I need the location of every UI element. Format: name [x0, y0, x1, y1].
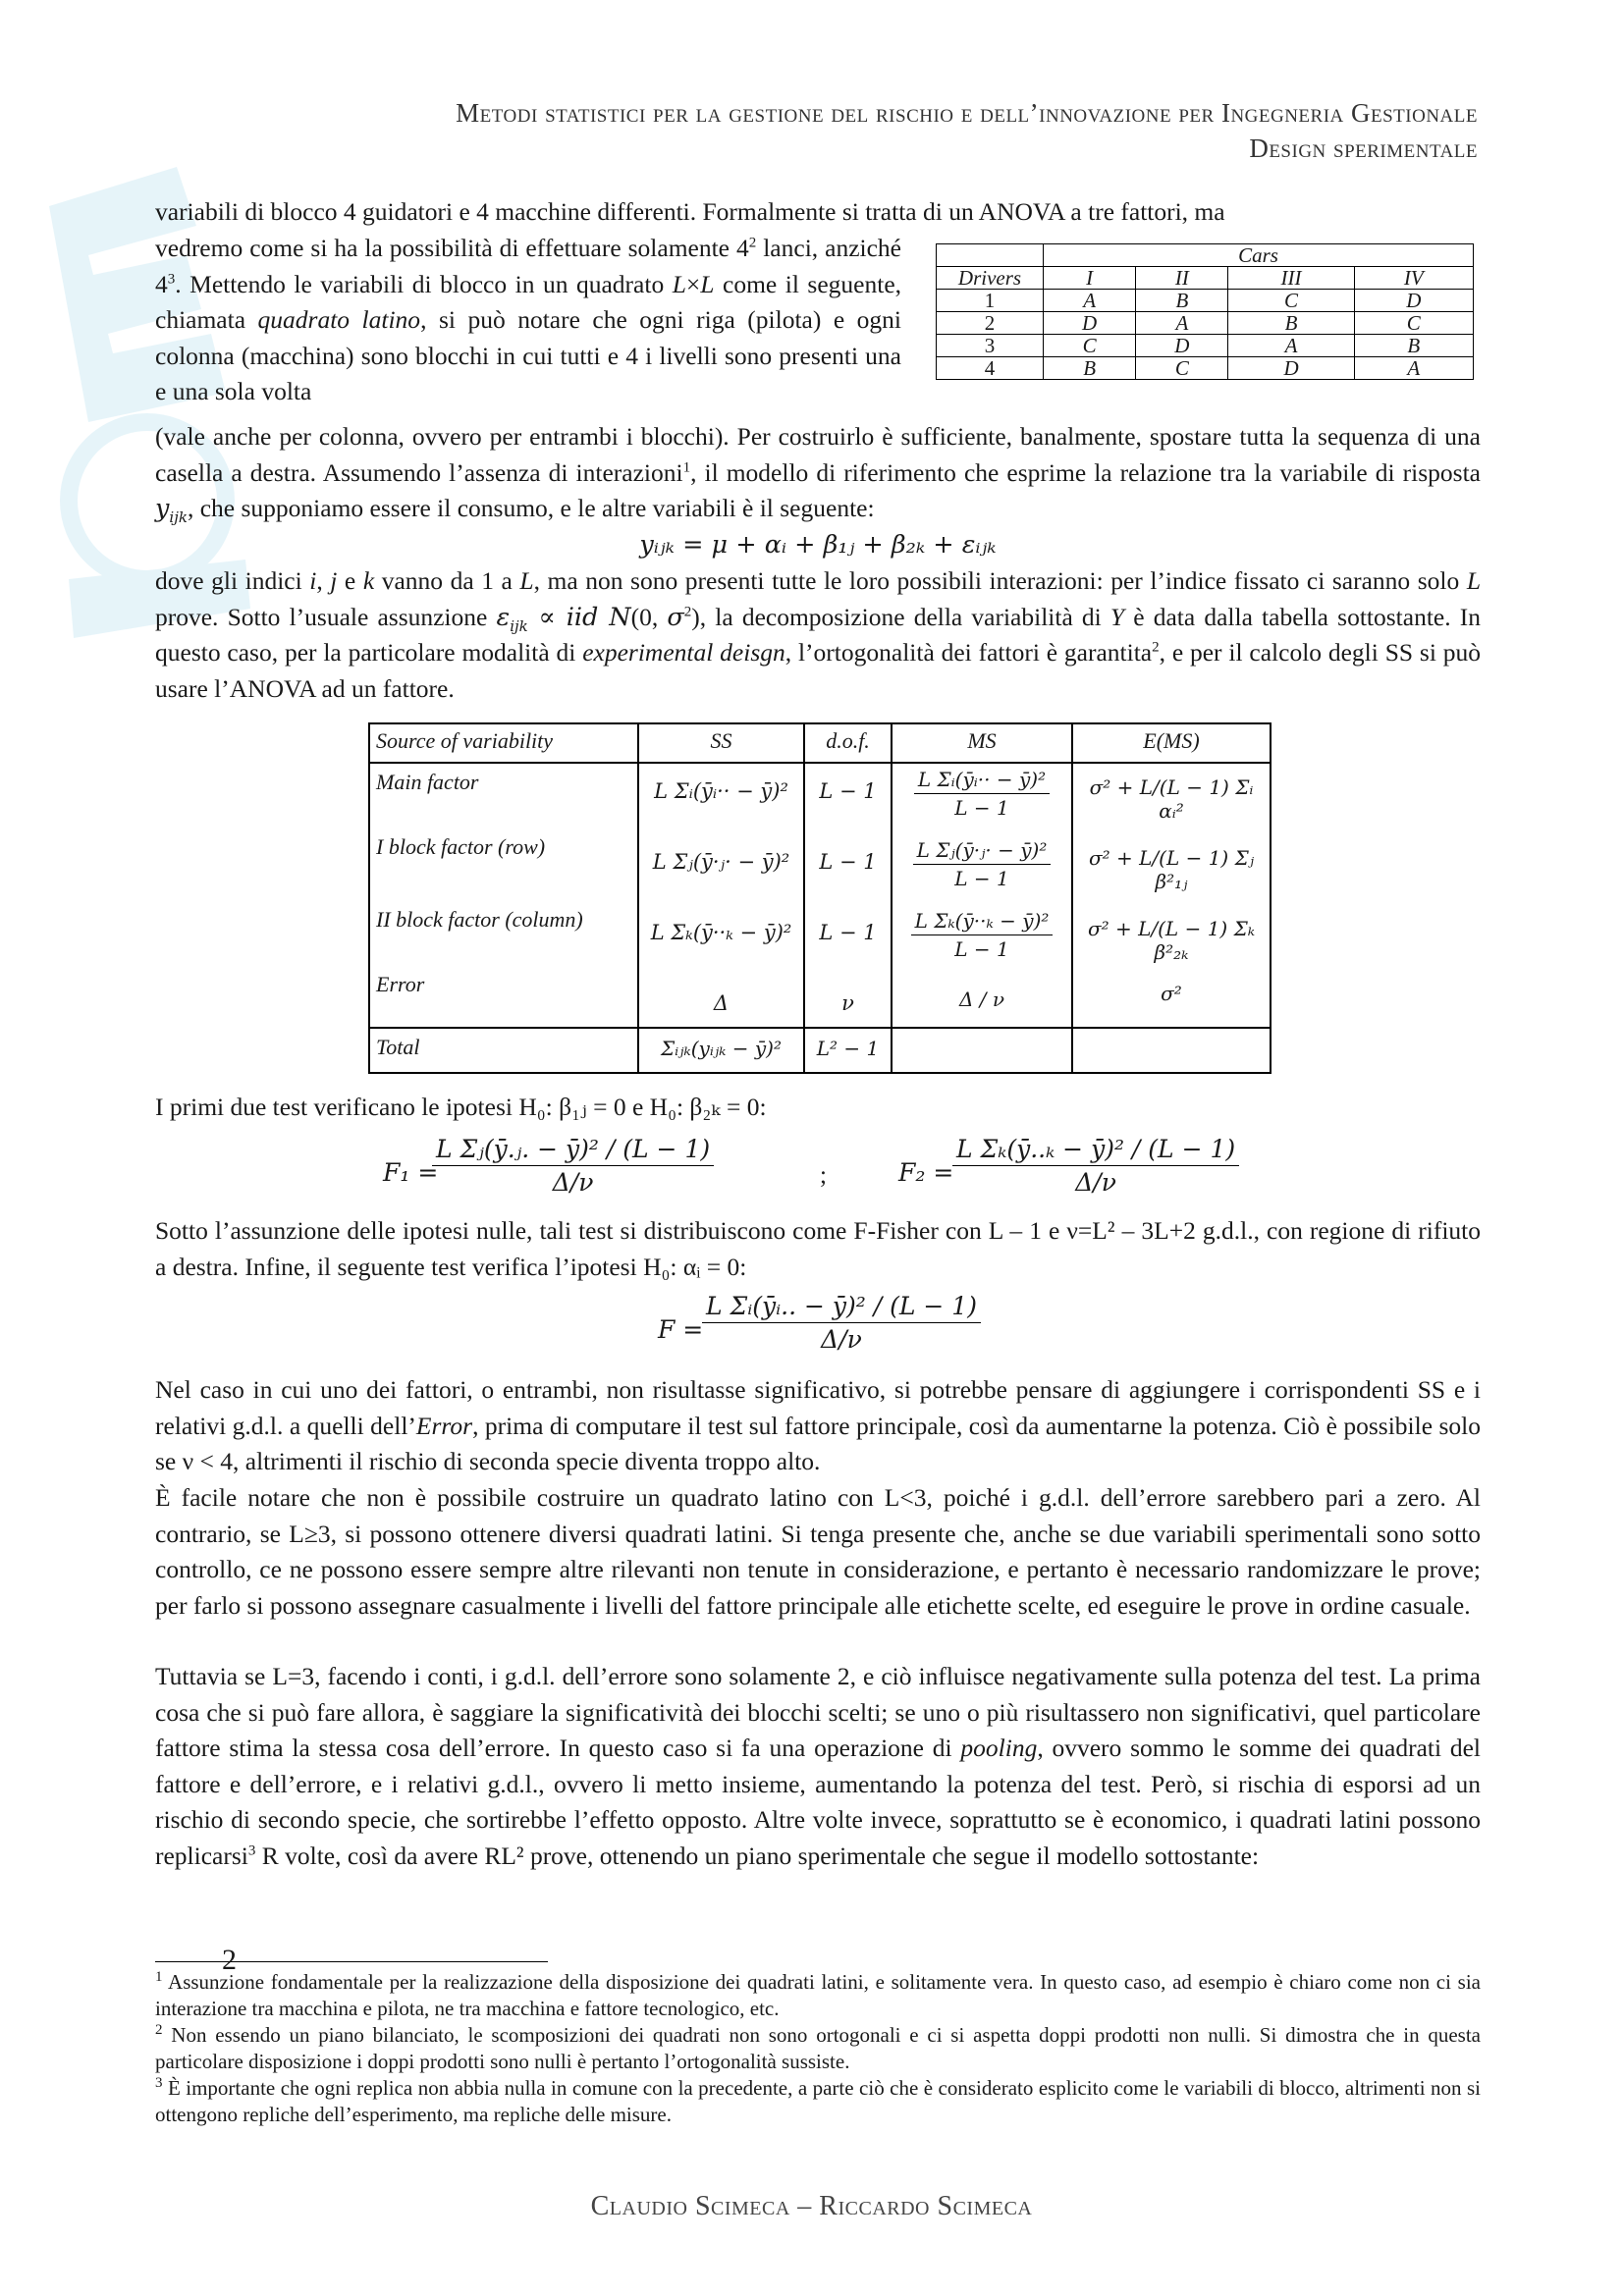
paragraph-1: variabili di blocco 4 guidatori e 4 macchine differenti. Formalmente si tratta di un ANOVA a tre fattori, ma	[155, 197, 1225, 226]
source-main: Main factor	[376, 770, 479, 794]
dof-total: L² − 1	[804, 1028, 892, 1073]
ms-row: L Σⱼ(ȳ·ⱼ· − ȳ)²	[913, 838, 1052, 865]
ems-col: σ² + L/(L − 1) Σₖ β²₂ₖ	[1087, 917, 1256, 964]
paragraph-2: vedremo come si ha la possibilità di effettuare solamente $4^2$ lanci, anziché $4^3$. Mettendo le variabili di blocco in un quadrato L×L come il seguente, chiamata quadrato latino, si può notare che ogni riga (pilota) e ogni colonna (macchina) sono blocchi in cui tutti e 4 i livelli sono presenti una e una sola volta	[155, 234, 902, 405]
anova-header: d.o.f.	[804, 723, 892, 763]
paragraph-8: Tuttavia se L=3, facendo i conti, i g.d.l. dell’errore sono solamente 2, e ciò influisce negativamente sulla potenza del test. La prima cosa che si può fare allora, è saggiare la significatività dei blocchi scelti; se uno o più risultassero non significativi, quel particolare fattore stima la stessa cosa dell’errore. In questo caso si fa una operazione di pooling, ovvero sommo le somme dei quadrati del fattore e dell’errore, e i relativi g.d.l., ovvero li metto insieme, aumentando la potenza del test. Però, si rischia di esporsi ad un rischio di secondo specie, che sortirebbe l’effetto opposto. Altre volte invece, soprattutto se è economico, i quadrati latini possono replicarsi$^3$ R volte, così da avere RL² prove, ottenendo un piano sperimentale che segue il modello sottostante:	[155, 1662, 1482, 1870]
footnote-1: $^1$ Assunzione fondamentale per la realizzazione della disposizione dei quadrati latini, e solitamente vera. In questo caso, ad esempio è chiaro come non ci sia interazione tra macchina e pilota, ne tra macchina e fattore tecnologico, etc.	[155, 1969, 1481, 2020]
f1-numerator: L Σⱼ(ȳ.ⱼ. − ȳ)² / (L − 1)	[432, 1135, 714, 1166]
table-row: 2 D A B C	[937, 312, 1474, 335]
source-col-block: II block factor (column)	[376, 907, 583, 932]
dof-row: L − 1	[819, 850, 877, 874]
col-header: II	[1136, 267, 1228, 290]
paragraph-3: (vale anche per colonna, ovvero per entrambi i blocchi). Per costruirlo è sufficiente, banalmente, spostare tutta la sequenza di una casella a destra. Assumendo l’assenza di interazioni$^1$, il modello di riferimento che esprime la relazione tra la variabile di risposta $y_{ijk}$, che supponiamo essere il consumo, e le altre variabili è il seguente:	[155, 422, 1481, 527]
footnotes	[155, 1969, 1481, 2128]
page-footer-authors: Claudio Scimeca – Riccardo Scimeca	[590, 2191, 1033, 2221]
f2-denominator: Δ/ν	[1075, 1168, 1116, 1197]
anova-header: SS	[638, 723, 804, 763]
f-numerator: L Σᵢ(ȳᵢ.. − ȳ)² / (L − 1)	[702, 1292, 981, 1323]
model-equation: yᵢⱼₖ = μ + αᵢ + β₁ⱼ + β₂ₖ + εᵢⱼₖ	[639, 530, 997, 560]
ss-total: Σᵢⱼₖ(yᵢⱼₖ − ȳ)²	[638, 1028, 804, 1073]
anova-header: E(MS)	[1072, 723, 1271, 763]
dof-col: L − 1	[819, 921, 877, 944]
anova-header: Source of variability	[369, 723, 638, 763]
f-denominator: Δ/ν	[821, 1325, 862, 1354]
page-number: 2	[222, 1944, 237, 1976]
paragraph-7: È facile notare che non è possibile costruire un quadrato latino con L<3, poiché i g.d.l. dell’errore sarebbero pari a zero. Al contrario, se L≥3, si possono ottenere diversi quadrati latini. Si tenga presente che, anche se due variabili sperimentali sono sotto controllo, ce ne possono essere sempre altre rilevanti non tenute in considerazione, e pertanto è necessario randomizzare le prove; per farlo si possono assegnare casualmente i livelli del fattore principale alle etichette scelte, ed eseguire le prove in ordine casuale.	[155, 1483, 1481, 1620]
footnote-2: $^2$ Non essendo un piano bilanciato, le scomposizioni dei quadrati non sono ortogonali e ci si aspetta doppi prodotti non nulli. Si dimostra che in questa particolare disposizione i doppi prodotti sono nulli è pertanto l’ortogonalità sussiste.	[155, 2022, 1482, 2073]
ss-error: Δ	[713, 991, 730, 1015]
anova-header: MS	[892, 723, 1072, 763]
tests-intro: I primi due test verificano le ipotesi H₀: β₁ⱼ = 0 e H₀: β₂ₖ = 0:	[155, 1093, 767, 1121]
running-header-title: Metodi statistici per la gestione del rischio e dell’innovazione per Ingegneria Gestionale	[456, 98, 1478, 128]
running-header-subtitle: Design sperimentale	[1249, 133, 1478, 163]
f1-denominator: Δ/ν	[552, 1168, 594, 1197]
footnote-3: $^3$ È importante che ogni replica non abbia nulla in comune con la precedente, a parte ciò che è considerato esplicito come le variabili di blocco, altrimenti non si ottengono repliche dell’esperimento, ma repliche delle misure.	[155, 2075, 1481, 2126]
ss-main: L Σᵢ(ȳᵢ·· − ȳ)²	[654, 779, 788, 803]
anova-table: Source of variability SS d.o.f. MS E(MS) Main factor I block factor (row) II block factor (column) Error L Σᵢ(ȳᵢ·· − ȳ)² L Σⱼ(ȳ·ⱼ· − ȳ)² L Σₖ(ȳ··ₖ − ȳ)² Δ L − 1 L − 1 L − 1 ν $\frac{\text{L Σᵢ(ȳᵢ·· − ȳ)²}}{L - 1}$ $\frac{\text{L Σⱼ(ȳ·ⱼ· − ȳ)²}}{L - 1}$ $\frac{\text{L Σₖ(ȳ··ₖ − ȳ)²}}{L - 1}$ Δ / ν σ² + L/(L − 1) Σᵢ αᵢ² σ² + L/(L − 1) Σⱼ β²₁ⱼ σ² + L/(L − 1) Σₖ β²₂ₖ σ² Total Σᵢⱼₖ(yᵢⱼₖ − ȳ)² L² − 1	[368, 722, 1271, 1074]
f-test-pair: F₁ = $\frac{\text{L Σⱼ(ȳ.ⱼ. − ȳ)² / (L − 1)}}{\Delta/\nu}$ ; F₂ = $\frac{\text{L Σₖ(ȳ..ₖ − ȳ)² / (L − 1)}}{\Delta/\nu}$	[383, 1129, 1267, 1217]
f2-numerator: L Σₖ(ȳ..ₖ − ȳ)² / (L − 1)	[952, 1135, 1239, 1166]
f-test-main: F = $\frac{\text{L Σᵢ(ȳᵢ.. − ȳ)² / (L − 1)}}{\Delta/\nu}$	[658, 1286, 1051, 1374]
ms-error: Δ / ν	[958, 988, 1005, 1011]
paragraph-4: dove gli indici i, j e k vanno da 1 a L, ma non sono presenti tutte le loro possibili interazioni: per l’indice fissato ci saranno solo L prove. Sotto l’usuale assunzione $\varepsilon_{ijk}$ ∝ iid N(0, $\sigma^2$), la decomposizione della variabilità di Y è data dalla tabella sottostante. In questo caso, per la particolare modalità di experimental deisgn, l’ortogonalità dei fattori è garantita$^2$, e per il calcolo degli SS si può usare l’ANOVA ad un fattore.	[155, 566, 1482, 703]
col-header: IV	[1354, 267, 1473, 290]
dof-error: ν	[841, 991, 854, 1015]
col-header: III	[1228, 267, 1354, 290]
ems-row: σ² + L/(L − 1) Σⱼ β²₁ⱼ	[1088, 846, 1255, 893]
paragraph-6: Nel caso in cui uno dei fattori, o entrambi, non risultasse significativo, si potrebbe pensare di aggiungere i corrispondenti SS e i relativi g.d.l. a quelli dell’Error, prima di computare il test sul fattore principale, così da aumentarne la potenza. Ciò è possibile solo se ν < 4, altrimenti il rischio di seconda specie diventa troppo alto.	[155, 1375, 1482, 1475]
ms-col: L Σₖ(ȳ··ₖ − ȳ)²	[911, 909, 1054, 935]
table-row: 3 C D A B	[937, 335, 1474, 357]
table-row: 4 B C D A	[937, 357, 1474, 380]
ems-main: σ² + L/(L − 1) Σᵢ αᵢ²	[1089, 775, 1254, 823]
table-row: 1 A B C D	[937, 290, 1474, 312]
ss-row: L Σⱼ(ȳ·ⱼ· − ȳ)²	[652, 850, 790, 874]
col-header: I	[1044, 267, 1136, 290]
source-row-block: I block factor (row)	[376, 834, 546, 859]
source-error: Error	[376, 972, 425, 996]
ms-main: L Σᵢ(ȳᵢ·· − ȳ)²	[914, 768, 1050, 794]
footnote-divider	[155, 1961, 548, 1962]
paragraph-5: Sotto l’assunzione delle ipotesi nulle, tali test si distribuiscono come F-Fisher con L – 1 e ν=L² – 3L+2 g.d.l., con regione di rifiuto a destra. Infine, il seguente test verifica l’ipotesi H₀: αᵢ = 0:	[155, 1216, 1481, 1281]
drivers-header: Drivers	[937, 267, 1044, 290]
source-total: Total	[369, 1028, 638, 1073]
ss-col: L Σₖ(ȳ··ₖ − ȳ)²	[650, 921, 792, 944]
cars-title: Cars	[1044, 244, 1474, 267]
latin-square-table	[936, 243, 1474, 380]
ems-error: σ²	[1161, 982, 1182, 1005]
dof-main: L − 1	[819, 779, 877, 803]
